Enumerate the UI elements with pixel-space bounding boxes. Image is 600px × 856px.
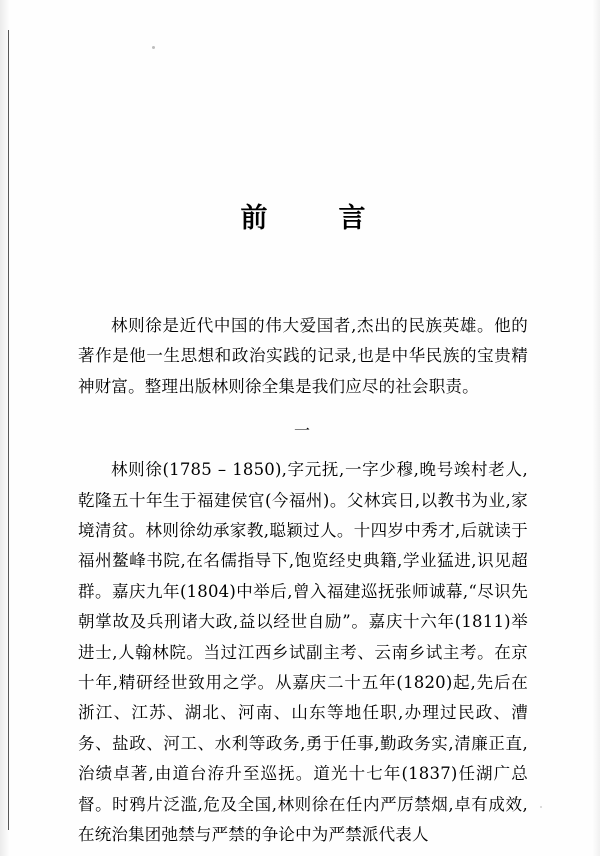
section-marker: 一: [293, 421, 312, 441]
paragraph: 林则徐是近代中国的伟大爱国者,杰出的民族英雄。他的著作是他一生思想和政治实践的记录,也是中华民族的宝贵精神财富。整理出版林则徐全集是我们应尽的社会职责。: [78, 316, 528, 396]
page-right-shading: [592, 0, 600, 856]
page-content: [78, 0, 528, 851]
page-title: 前 言: [240, 203, 388, 234]
page-left-rule: [8, 30, 9, 830]
scan-speck: [540, 806, 542, 808]
paragraph: 林则徐(1785 – 1850),字元抚,一字少穆,晚号竢村老人,乾隆五十年生于福建侯官(今福州)。父林宾日,以教书为业,家境清贫。林则徐幼承家教,聪颖过人。十四岁中秀才,后就读于福州鳌峰书院,在名儒指导下,饱览经史典籍,学业猛进,识见超群。嘉庆九年(1804)中举后,曾入福建巡抚张师诚幕,“尽识先朝掌故及兵刑诸大政,益以经世自励”。嘉庆十六年(1811)举进士,人翰林院。当过江西乡试副主考、云南乡试主考。在京十年,精研经世致用之学。从嘉庆二十五年(1820)起,先后在浙江、江苏、湖北、河南、山东等地任职,办理过民政、漕务、盐政、河工、水利等政务,勇于任事,勤政务实,清廉正直,治绩卓著,由道台洊升至巡抚。道光十七年(1837)任湖广总督。时鸦片泛滥,危及全国,林则徐在任内严厉禁烟,卓有成效,在统治集团弛禁与严禁的争论中为严禁派代表人: [78, 460, 528, 845]
body-text: [78, 311, 528, 851]
